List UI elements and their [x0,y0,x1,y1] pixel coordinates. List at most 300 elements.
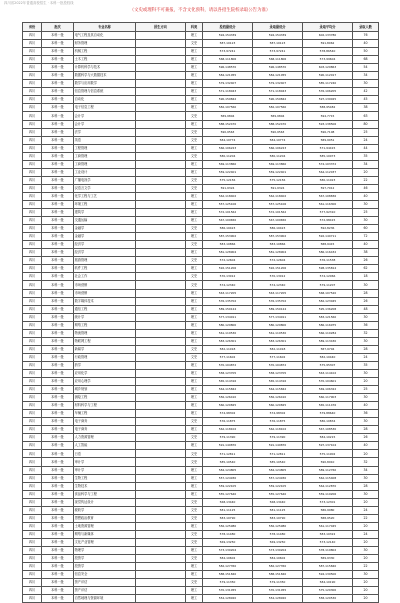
table-cell: 本科一批 [42,450,74,458]
table-cell: 566,106223 [253,144,303,152]
table-cell: 561,117045 [303,522,353,530]
table-cell: 物理学 [74,547,136,555]
table-cell: 本科一批 [42,88,74,96]
table-cell: 四川 [23,112,42,120]
table-cell: 四川 [23,450,42,458]
table-cell: 文史 [186,538,203,546]
table-cell: 四川 [23,434,42,442]
table-cell: 591,149870 [203,442,253,450]
table-cell [136,547,186,555]
table-cell [136,498,186,506]
table-cell: 577,134011 [203,313,253,321]
table-row [23,168,379,176]
table-cell: 579,88640 [303,410,353,418]
table-row [23,466,379,474]
table-cell: 582,127350 [253,563,303,571]
table-row [23,402,379,410]
table-cell [136,595,186,603]
table-cell: 四川 [23,369,42,377]
table-cell: 数据科学与大数据技术 [74,72,136,80]
table-row [23,32,379,40]
table-cell: 本科一批 [42,241,74,249]
table-row [23,410,379,418]
table-cell: 土地资源管理 [74,522,136,530]
table-cell [136,120,186,128]
table-cell: 590,159842 [253,96,303,104]
table-cell [136,450,186,458]
table-cell: 四川 [23,410,42,418]
table-cell: 四川 [23,353,42,361]
table-cell: 四川 [23,192,42,200]
table-row [23,394,379,402]
table-cell: 574,98302 [253,410,303,418]
table-cell [136,64,186,72]
table-cell: 本科一批 [42,482,74,490]
table-cell: 583,10790 [253,514,303,522]
table-cell: 本科一批 [42,297,74,305]
table-cell: 四川 [23,289,42,297]
table-row [23,136,379,144]
table-cell: 563,114102 [303,369,353,377]
table-cell: 文史 [186,112,203,120]
table-cell [136,353,186,361]
table-cell: 560,120825 [203,402,253,410]
table-cell: 日语 [74,450,136,458]
table-cell: 本科一批 [42,394,74,402]
table-cell: 本科一批 [42,353,74,361]
table-cell: 560,117903 [303,394,353,402]
table-cell: 理工 [186,96,203,104]
table-cell: 575,12156 [203,176,253,184]
table-cell: 589,9804 [203,112,253,120]
table-cell: 573,130204 [203,547,253,555]
table-cell [136,176,186,184]
table-cell: 584,10602 [253,555,303,563]
table-cell: 38 [353,104,379,112]
table-cell: 588,151840 [253,571,303,579]
table-row [23,595,379,603]
table-cell: 557,124930 [253,474,303,482]
table-cell [136,297,186,305]
table-cell: 580,11023 [303,176,353,184]
source-line: 四川省2022年普通高校招生 · 本科一批投档线 [4,1,74,5]
table-cell: 592,8236 [303,225,353,233]
table-cell: 应用化学 [74,369,136,377]
table-cell: 576,11875 [253,418,303,426]
table-cell: 587,9704 [303,345,353,353]
table-cell: 理工 [186,386,203,394]
table-cell [136,217,186,225]
table-cell: 本科一批 [42,281,74,289]
table-row [23,273,379,281]
table-cell: 583,10866 [203,241,253,249]
table-cell: 558,123705 [203,369,253,377]
table-cell: 理工 [186,297,203,305]
table-cell: 581,128904 [253,249,303,257]
table-cell: 本科一批 [42,72,74,80]
table-cell: 本科一批 [42,474,74,482]
table-cell: 20 [353,538,379,546]
table-cell: 583,10790 [203,514,253,522]
table-cell: 理工 [186,490,203,498]
table-cell: 本科一批 [42,587,74,595]
table-cell: 四川 [23,321,42,329]
table-cell: 62 [353,265,379,273]
table-cell: 四川 [23,402,42,410]
table-cell [136,128,186,136]
table-cell: 20 [353,595,379,603]
table-cell: 工业设计 [74,168,136,176]
table-cell: 理工 [186,329,203,337]
table-cell: 思想政治教育 [74,514,136,522]
table-cell: 本科一批 [42,32,74,40]
table-cell: 583,126301 [253,337,303,345]
column-header: 录取人数 [353,23,379,32]
table-cell: 工商管理 [74,152,136,160]
table-cell: 理工 [186,595,203,603]
table-cell: 四川 [23,563,42,571]
table-cell: 574,103372 [303,160,353,168]
table-cell: 本科一批 [42,329,74,337]
table-cell: 本科一批 [42,337,74,345]
table-cell: 558,120530 [303,595,353,603]
table-cell: 567,108530 [303,426,353,434]
table-cell: 569,106322 [303,386,353,394]
table-cell: 563,117205 [203,289,253,297]
table-cell: 48 [353,305,379,313]
table-row [23,321,379,329]
table-row [23,209,379,217]
table-cell: 本科一批 [42,458,74,466]
table-row [23,571,379,579]
table-cell: 环境工程 [74,200,136,208]
table-cell [136,563,186,571]
table-cell: 589,9330 [303,555,353,563]
table-cell: 四川 [23,361,42,369]
table-cell: 四川 [23,418,42,426]
table-cell: 586,116975 [303,321,353,329]
table-cell: 589,150124 [203,305,253,313]
table-cell: 565,114316 [253,378,303,386]
table-cell: 34 [353,72,379,80]
table-cell: 四川 [23,305,42,313]
table-cell: 20 [353,579,379,587]
table-cell: 568,13440 [253,498,303,506]
table-row [23,498,379,506]
table-cell: 32 [353,329,379,337]
table-cell: 587,153902 [203,233,253,241]
table-cell [136,506,186,514]
table-cell: 理工 [186,56,203,64]
table-cell [136,329,186,337]
table-cell: 567,109650 [203,217,253,225]
table-cell: 567,109650 [253,217,303,225]
table-cell: 审计学 [74,466,136,474]
table-cell: 581,128904 [203,249,253,257]
table-cell: 本科一批 [42,168,74,176]
table-cell: 594,154339 [253,32,303,40]
table-cell: 四川 [23,345,42,353]
table-cell: 555,127640 [253,490,303,498]
table-cell: 589,150124 [253,305,303,313]
table-cell: 558,123705 [253,369,303,377]
table-cell: 569,13250 [253,538,303,546]
table-cell: 585,10540 [253,458,303,466]
table-cell: 590,8910 [303,458,353,466]
table-row [23,104,379,112]
table-cell: 本科一批 [42,289,74,297]
table-cell: 文史 [186,40,203,48]
table-cell: 557,125106 [253,200,303,208]
column-header: 招生方向 [136,23,186,32]
table-cell: 576,135702 [203,297,253,305]
table-cell [136,281,186,289]
table-cell: 电子商务 [74,426,136,434]
table-cell: 自然地理与资源环境 [74,595,136,603]
table-cell: 本科一批 [42,595,74,603]
table-cell: 四川 [23,160,42,168]
table-cell: 四川 [23,595,42,603]
table-cell [136,112,186,120]
table-cell: 理工 [186,369,203,377]
table-cell: 579,11350 [203,579,253,587]
table-row [23,112,379,120]
table-cell: 40 [353,402,379,410]
table-cell: 588,152470 [253,120,303,128]
table-cell: 本科一批 [42,80,74,88]
table-cell: 570,104872 [253,361,303,369]
table-cell [136,32,186,40]
table-cell: 581,11125 [203,506,253,514]
table-row [23,482,379,490]
table-cell: 化学工程与工艺 [74,192,136,200]
table-cell [136,160,186,168]
table-cell: 经济学 [74,241,136,249]
table-cell: 理工 [186,168,203,176]
table-cell: 584,124805 [203,466,253,474]
table-cell: 本科一批 [42,361,74,369]
table-cell: 24 [353,530,379,538]
table-cell [136,80,186,88]
table-cell: 四川 [23,225,42,233]
table-cell: 30 [353,200,379,208]
table-cell [136,209,186,217]
table-cell: 603,129863 [303,64,353,72]
table-cell: 本科一批 [42,305,74,313]
table-cell: 理工 [186,88,203,96]
table-cell: 理工 [186,361,203,369]
table-cell: 26 [353,257,379,265]
table-row [23,361,379,369]
table-cell: 理工 [186,563,203,571]
table-cell: 569,113860 [253,160,303,168]
table-cell: 视觉传达设计 [74,498,136,506]
table-cell: 市场营销 [74,281,136,289]
table-cell: 26 [353,297,379,305]
table-cell [136,402,186,410]
table-row [23,289,379,297]
table-cell: 576,135702 [253,297,303,305]
table-body [23,32,379,603]
table-cell: 理工 [186,104,203,112]
table-cell: 596,148570 [203,64,253,72]
table-row [23,120,379,128]
table-cell: 信息安全 [74,571,136,579]
table-cell [136,152,186,160]
table-cell: 587,10123 [253,40,303,48]
table-cell: 584,10602 [203,555,253,563]
table-cell: 行政管理 [74,353,136,361]
table-cell: 本科一批 [42,265,74,273]
table-cell [136,72,186,80]
table-row [23,514,379,522]
table-cell: 25 [353,128,379,136]
table-cell: 572,12604 [203,257,253,265]
table-cell: 理工 [186,410,203,418]
table-row [23,329,379,337]
table-cell: 数字媒体技术 [74,297,136,305]
table-cell: 交通运输 [74,217,136,225]
table-cell: 576,11875 [203,418,253,426]
table-cell: 28 [353,482,379,490]
table-cell: 582,107560 [203,104,253,112]
table-cell: 35 [353,361,379,369]
table-cell: 土木工程 [74,56,136,64]
table-cell: 文史 [186,458,203,466]
table-cell: 583,10322 [303,530,353,538]
table-cell: 四川 [23,233,42,241]
table-cell: 四川 [23,337,42,345]
table-cell: 四川 [23,555,42,563]
table-cell: 571,118043 [203,88,253,96]
table-cell: 理工 [186,209,203,217]
table-cell: 理工 [186,265,203,273]
table-cell: 30 [353,490,379,498]
table-row [23,426,379,434]
table-cell [136,458,186,466]
table-cell: 567,108836 [303,192,353,200]
table-cell: 582,127350 [203,563,253,571]
table-cell: 573,97241 [253,48,303,56]
table-cell: 26 [353,434,379,442]
table-cell: 网络与新媒体 [74,530,136,538]
table-header [23,23,379,32]
table-cell: 30 [353,418,379,426]
table-cell: 576,11538 [303,257,353,265]
table-cell: 四川 [23,587,42,595]
table-cell [136,104,186,112]
table-cell: 584,10774 [203,136,253,144]
table-cell: 四川 [23,273,42,281]
table-cell: 本科一批 [42,192,74,200]
table-cell: 旅游管理 [74,257,136,265]
table-row [23,200,379,208]
table-cell: 本科一批 [42,313,74,321]
table-cell: 四川 [23,265,42,273]
table-row [23,587,379,595]
table-cell: 本科一批 [42,506,74,514]
table-cell: 文史 [186,514,203,522]
table-cell: 597,139025 [303,96,353,104]
table-cell: 591,149870 [253,442,303,450]
table-cell: 579,11390 [203,434,253,442]
table-row [23,522,379,530]
table-cell: 文史 [186,281,203,289]
table-cell: 建筑学 [74,209,136,217]
table-cell: 585,117240 [303,80,353,88]
table-cell: 英语 [74,136,136,144]
table-cell: 586,116432 [303,249,353,257]
table-cell: 571,12811 [203,450,253,458]
table-cell [136,410,186,418]
table-cell: 562,118402 [203,192,253,200]
table-cell [136,96,186,104]
table-cell: 本科一批 [42,225,74,233]
table-cell [136,474,186,482]
table-cell: 四川 [23,72,42,80]
table-cell: 34 [353,160,379,168]
table-cell [136,144,186,152]
table-cell: 本科一批 [42,563,74,571]
table-cell: 理工 [186,233,203,241]
table-cell: 571,118043 [253,88,303,96]
table-cell: 四川 [23,530,42,538]
table-cell: 559,122105 [253,482,303,490]
table-cell: 588,9520 [303,514,353,522]
table-cell: 559,122401 [253,168,303,176]
table-cell: 四川 [23,184,42,192]
table-cell: 45 [353,96,379,104]
column-header: 录取平均分 [303,23,353,32]
table-cell: 四川 [23,88,42,96]
table-cell: 564,112037 [303,168,353,176]
table-cell: 本科一批 [42,136,74,144]
table-cell: 四川 [23,394,42,402]
table-cell: 575,95307 [303,361,353,369]
table-cell: 568,111806 [253,56,303,64]
table-cell [136,482,186,490]
table-cell: 税收学 [74,506,136,514]
table-cell: 594,139500 [303,571,353,579]
table-cell [136,345,186,353]
table-cell: 会计学 [74,112,136,120]
table-cell [136,369,186,377]
table-cell: 28 [353,289,379,297]
table-cell: 40 [353,40,379,48]
table-cell: 本科一批 [42,249,74,257]
table-cell: 理工 [186,144,203,152]
table-cell: 25 [353,386,379,394]
table-cell: 本科一批 [42,386,74,394]
table-cell: 570,131055 [253,587,303,595]
table-cell: 579,11350 [253,579,303,587]
table-cell: 565,114316 [203,378,253,386]
table-cell: 理工 [186,474,203,482]
table-cell: 556,126410 [203,394,253,402]
table-cell: 投资学 [74,563,136,571]
table-cell: 590,159842 [203,96,253,104]
table-cell: 本科一批 [42,48,74,56]
table-cell: 572,12604 [253,257,303,265]
table-row [23,160,379,168]
table-cell: 574,12340 [203,281,253,289]
table-cell: 四川 [23,200,42,208]
table-cell: 资产评估 [74,587,136,595]
table-cell: 四川 [23,538,42,546]
table-cell: 561,119530 [203,329,253,337]
table-cell: 生物工程 [74,474,136,482]
table-cell: 文史 [186,184,203,192]
